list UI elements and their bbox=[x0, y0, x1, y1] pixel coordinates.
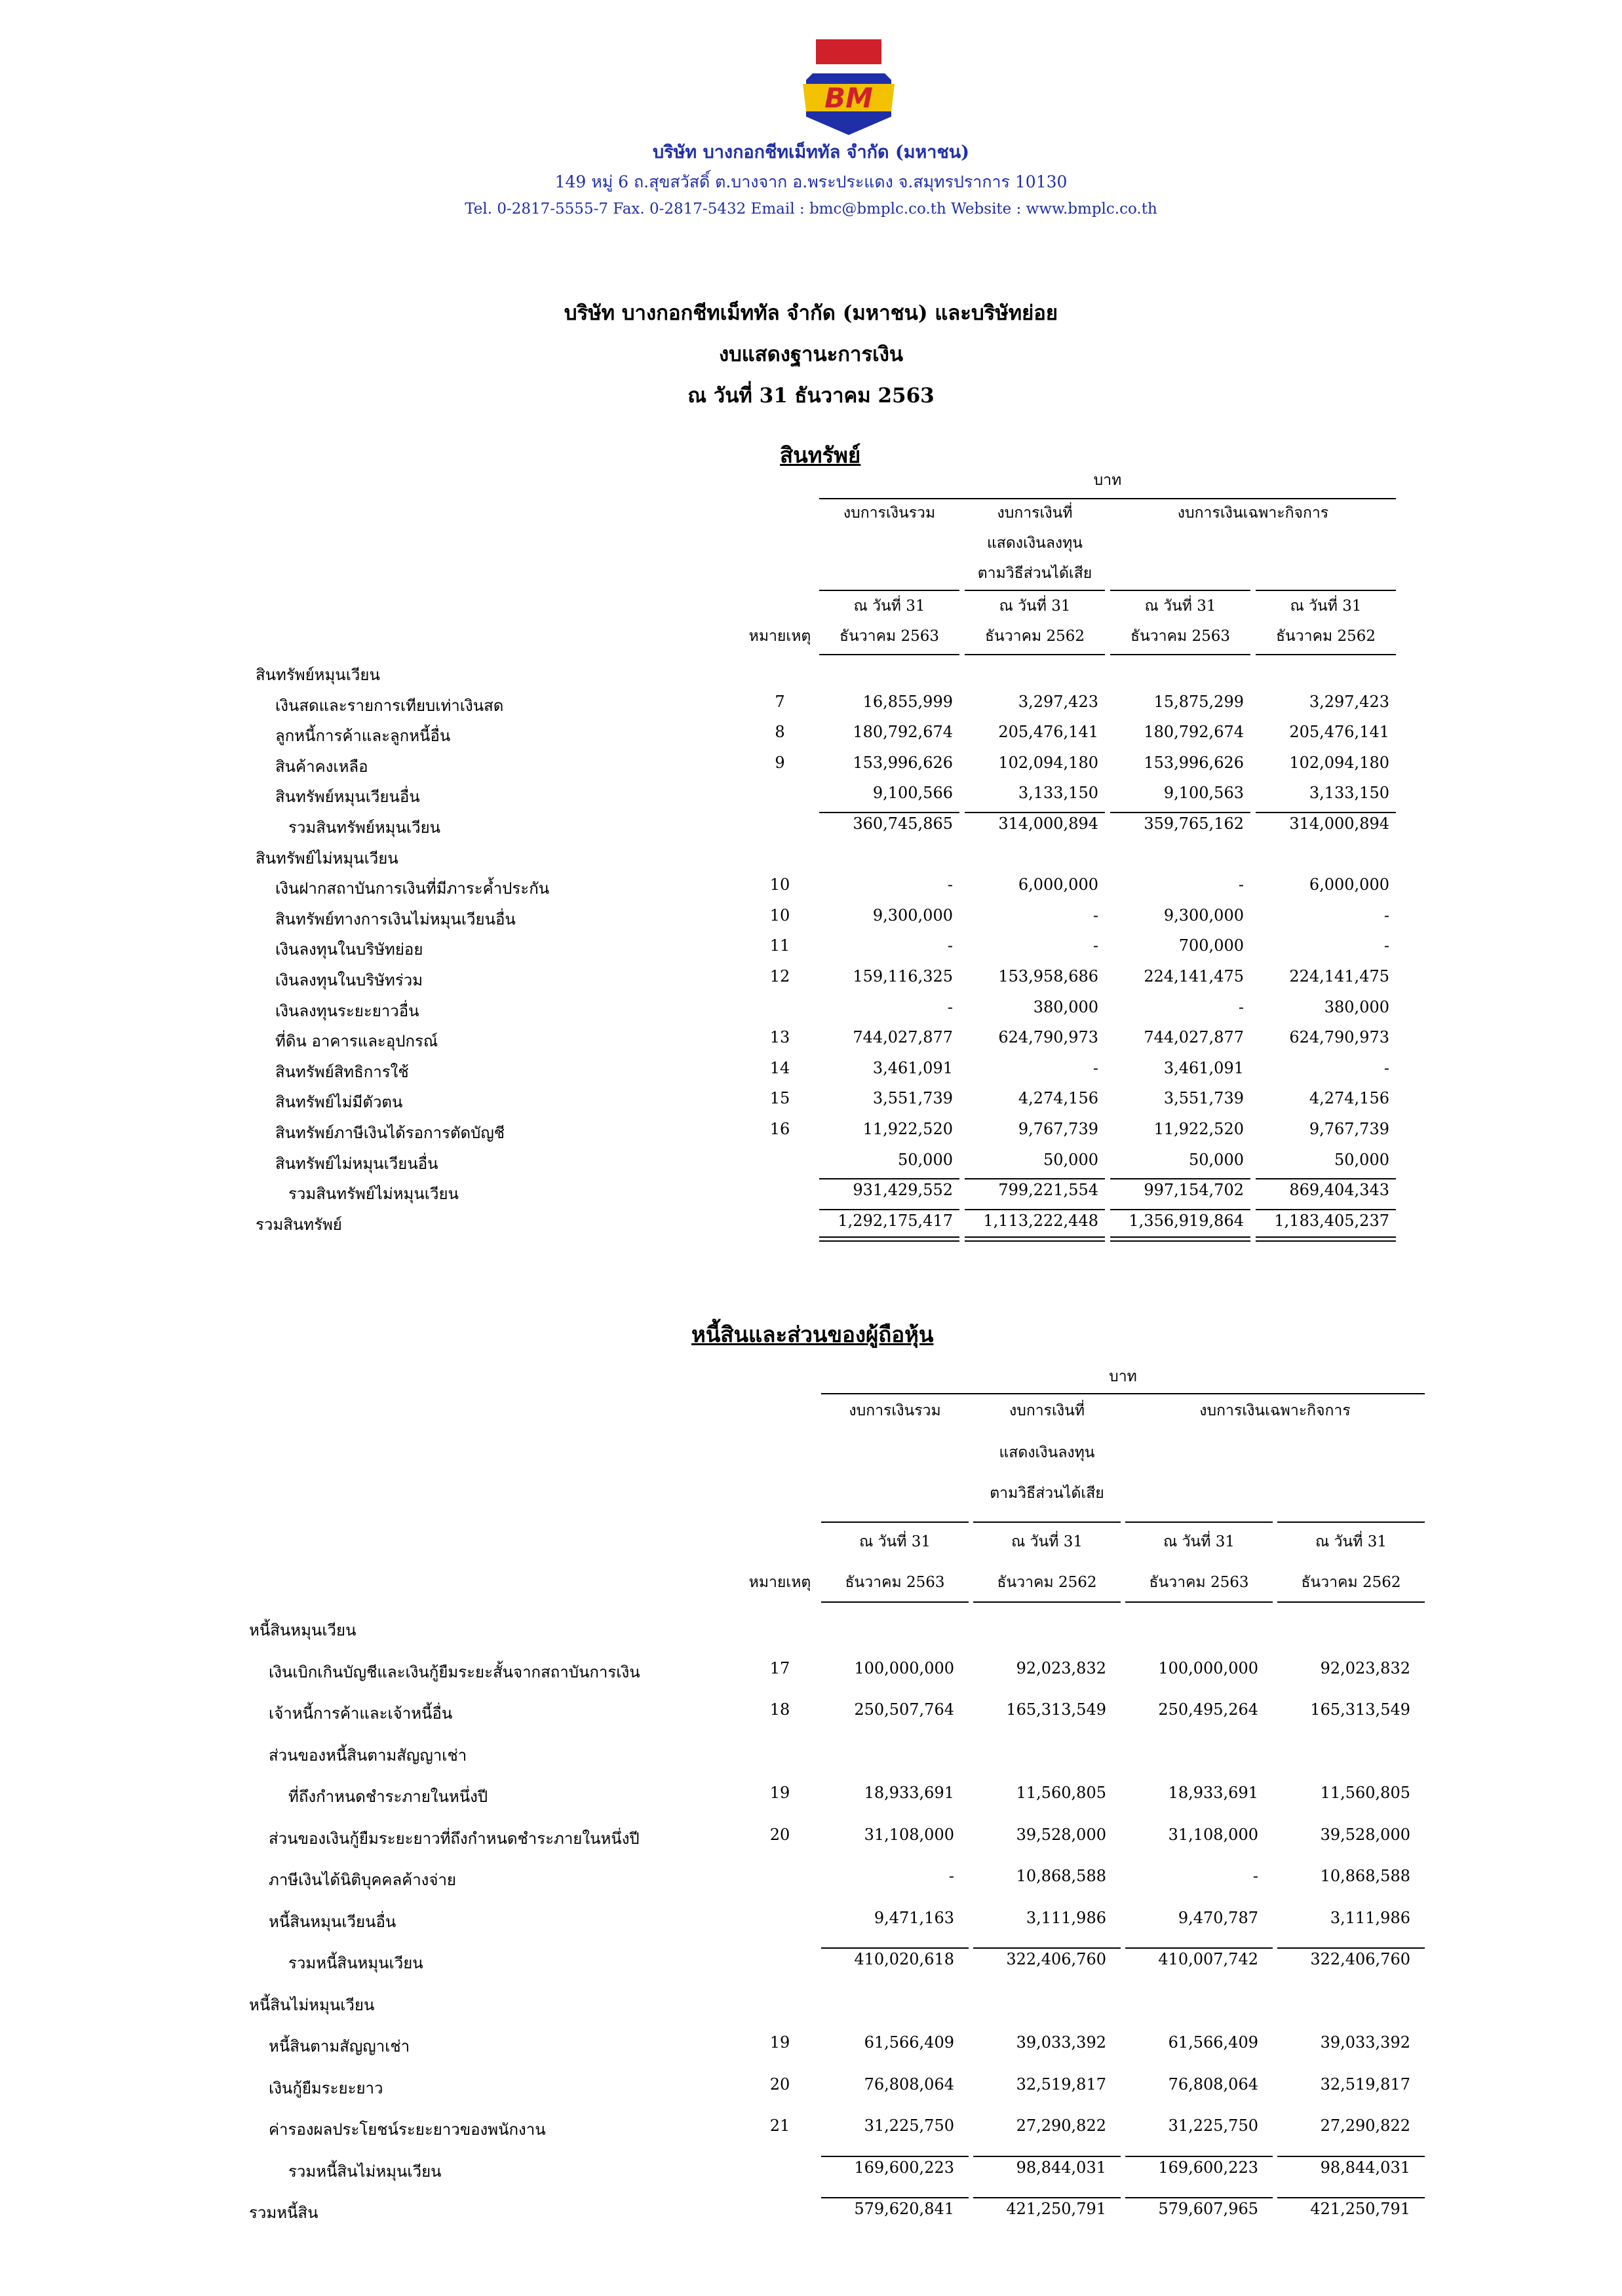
assets-row-note: 7 bbox=[775, 692, 785, 711]
liabilities-row bbox=[249, 2075, 1429, 2097]
liabilities-row bbox=[249, 1867, 1429, 1889]
liabilities-row-value: 92,023,832 bbox=[1320, 1658, 1410, 1677]
assets-row bbox=[249, 1028, 1429, 1050]
liabilities-row-value: 31,108,000 bbox=[1168, 1825, 1258, 1844]
assets-header-rule bbox=[965, 654, 1105, 655]
assets-row-label: เงินสดและรายการเทียบเท่าเงินสด bbox=[275, 696, 504, 715]
assets-row bbox=[249, 936, 1429, 959]
liabilities-row-value: 165,313,549 bbox=[1006, 1700, 1106, 1719]
liabilities-row bbox=[249, 1617, 1429, 1639]
liabilities-row-note: 20 bbox=[769, 1825, 790, 1844]
liabilities-subtotal-rule bbox=[821, 2156, 969, 2157]
assets-currency: บาท bbox=[1093, 472, 1122, 489]
assets-row-label: เงินลงทุนระยะยาวอื่น bbox=[275, 1001, 419, 1020]
liabilities-row bbox=[249, 2200, 1429, 2222]
assets-row-value: 3,133,150 bbox=[1018, 784, 1098, 803]
assets-row-value: 4,274,156 bbox=[1018, 1089, 1098, 1108]
liabilities-row-value: 100,000,000 bbox=[854, 1658, 954, 1677]
statement-date: ณ วันที่ 31 ธันวาคม 2563 bbox=[687, 384, 935, 408]
liabilities-row bbox=[249, 1826, 1429, 1848]
assets-row-note: 15 bbox=[769, 1089, 790, 1108]
assets-date-rule bbox=[965, 590, 1105, 591]
assets-row-value: 224,141,475 bbox=[1144, 967, 1244, 985]
liabilities-row-value: 322,406,760 bbox=[1006, 1950, 1106, 1968]
liabilities-row-note: 19 bbox=[769, 1784, 790, 1802]
assets-row-value: - bbox=[947, 875, 953, 894]
assets-row-value: 153,958,686 bbox=[998, 967, 1098, 985]
liabilities-group-equity-3: ตามวิธีส่วนได้เสีย bbox=[990, 1485, 1104, 1502]
liabilities-row bbox=[249, 1659, 1429, 1681]
assets-row-value: - bbox=[1092, 936, 1098, 955]
assets-total-rule bbox=[1110, 1236, 1250, 1242]
assets-subtotal-rule bbox=[965, 812, 1105, 813]
liabilities-row-note: 21 bbox=[769, 2116, 790, 2135]
liabilities-row-value: 31,108,000 bbox=[864, 1825, 954, 1844]
assets-group-equity-1: งบการเงินที่ bbox=[997, 505, 1073, 522]
assets-subtotal-rule bbox=[965, 1209, 1105, 1210]
assets-row-value: 624,790,973 bbox=[998, 1028, 1098, 1047]
liabilities-row-value: 27,290,822 bbox=[1016, 2116, 1106, 2135]
assets-row-note: 12 bbox=[769, 967, 790, 985]
liabilities-row-value: 11,560,805 bbox=[1016, 1784, 1106, 1802]
assets-date-rule bbox=[1256, 590, 1396, 591]
liabilities-row bbox=[249, 1909, 1429, 1931]
liabilities-row-value: 421,250,791 bbox=[1006, 2200, 1106, 2218]
liabilities-row-value: 27,290,822 bbox=[1320, 2116, 1410, 2135]
liabilities-date-rule bbox=[1277, 1521, 1425, 1523]
assets-row-value: 102,094,180 bbox=[1289, 753, 1389, 772]
assets-subtotal-rule bbox=[1256, 812, 1396, 813]
liabilities-row-note: 19 bbox=[769, 2033, 790, 2052]
liabilities-row-value: 31,225,750 bbox=[1168, 2116, 1258, 2135]
assets-row-value: 3,551,739 bbox=[872, 1089, 953, 1108]
liabilities-row-value: 39,033,392 bbox=[1016, 2033, 1106, 2052]
liabilities-row-label: ค่ารองผลประโยชน์ระยะยาวของพนักงาน bbox=[269, 2120, 546, 2139]
assets-row-label: สินทรัพย์สิทธิการใช้ bbox=[275, 1062, 409, 1081]
assets-row-value: 9,767,739 bbox=[1018, 1120, 1098, 1138]
assets-group-separate: งบการเงินเฉพาะกิจการ bbox=[1177, 505, 1329, 522]
assets-row-value: 153,996,626 bbox=[1144, 753, 1244, 772]
assets-row-label: เงินฝากสถาบันการเงินที่มีภาระค้ำประกัน bbox=[275, 879, 550, 898]
assets-row-value: 50,000 bbox=[898, 1150, 953, 1169]
assets-row-value: 869,404,343 bbox=[1289, 1181, 1389, 1200]
liabilities-col-date-line1: ณ วันที่ 31 bbox=[1163, 1533, 1235, 1550]
company-address: 149 หมู่ 6 ถ.สุขสวัสดิ์ ต.บางจาก อ.พระประแดง จ.สมุทรปราการ 10130 bbox=[554, 172, 1068, 191]
assets-row-value: 11,922,520 bbox=[1153, 1120, 1244, 1138]
assets-row-value: - bbox=[947, 997, 953, 1016]
assets-row-value: 4,274,156 bbox=[1309, 1089, 1389, 1108]
assets-row-value: 1,113,222,448 bbox=[983, 1211, 1098, 1230]
liabilities-header-rule bbox=[1125, 1601, 1273, 1603]
liabilities-group-equity-2: แสดงเงินลงทุน bbox=[999, 1444, 1095, 1461]
assets-col-date-line2: ธันวาคม 2563 bbox=[840, 628, 939, 645]
liabilities-row-value: 9,471,163 bbox=[874, 1908, 954, 1927]
assets-row-value: 205,476,141 bbox=[1289, 723, 1389, 742]
company-contact: Tel. 0-2817-5555-7 Fax. 0-2817-5432 Email : bmc@bmplc.co.th Website : www.bmplc.co.th bbox=[465, 201, 1157, 218]
statement-title-company: บริษัท บางกอกชีทเม็ททัล จำกัด (มหาชน) และบริษัทย่อย bbox=[564, 301, 1058, 325]
liabilities-row-value: 579,607,965 bbox=[1158, 2200, 1258, 2218]
assets-subtotal-rule bbox=[819, 812, 959, 813]
liabilities-row-label: รวมหนี้สินไม่หมุนเวียน bbox=[288, 2162, 442, 2181]
liabilities-row-value: 165,313,549 bbox=[1310, 1700, 1410, 1719]
liabilities-row-note: 18 bbox=[769, 1700, 790, 1719]
assets-row bbox=[249, 845, 1429, 868]
assets-subtotal-rule bbox=[819, 1178, 959, 1179]
assets-col-date-line2: ธันวาคม 2562 bbox=[1276, 628, 1376, 645]
liabilities-row-value: 18,933,691 bbox=[864, 1784, 954, 1802]
assets-row-value: - bbox=[1383, 906, 1389, 925]
liabilities-row-label: หนี้สินไม่หมุนเวียน bbox=[249, 1995, 375, 2014]
assets-row-value: 224,141,475 bbox=[1289, 967, 1389, 985]
liabilities-row bbox=[249, 2116, 1429, 2139]
assets-col-date-line2: ธันวาคม 2563 bbox=[1130, 628, 1230, 645]
assets-col-date-line1: ณ วันที่ 31 bbox=[1144, 598, 1216, 615]
liabilities-row-value: 76,808,064 bbox=[1168, 2075, 1258, 2094]
assets-subtotal-rule bbox=[1110, 1178, 1250, 1179]
assets-row-note: 8 bbox=[775, 723, 785, 742]
assets-row-value: - bbox=[1238, 875, 1244, 894]
assets-row-value: 3,297,423 bbox=[1309, 692, 1389, 711]
assets-row-value: 153,996,626 bbox=[853, 753, 953, 772]
assets-row bbox=[249, 662, 1429, 684]
assets-row-label: รวมสินทรัพย์ไม่หมุนเวียน bbox=[288, 1185, 459, 1204]
company-name: บริษัท บางกอกชีทเม็ททัล จำกัด (มหาชน) bbox=[652, 142, 970, 163]
assets-row bbox=[249, 1089, 1429, 1111]
assets-total-rule bbox=[965, 1236, 1105, 1242]
assets-row-value: 380,000 bbox=[1324, 997, 1389, 1016]
assets-row-note: 10 bbox=[769, 906, 790, 925]
liabilities-subtotal-rule bbox=[821, 2197, 969, 2198]
liabilities-row bbox=[249, 1992, 1429, 2014]
assets-row-label: ที่ดิน อาคารและอุปกรณ์ bbox=[275, 1032, 438, 1051]
assets-row-value: 159,116,325 bbox=[853, 967, 953, 985]
assets-section-title: สินทรัพย์ bbox=[780, 442, 861, 468]
assets-subtotal-rule bbox=[1110, 812, 1250, 813]
assets-row-label: รวมสินทรัพย์หมุนเวียน bbox=[288, 818, 441, 837]
liabilities-row-value: 250,495,264 bbox=[1158, 1700, 1258, 1719]
liabilities-row-value: 579,620,841 bbox=[854, 2200, 954, 2218]
assets-row-value: 6,000,000 bbox=[1309, 875, 1389, 894]
assets-date-rule bbox=[1110, 590, 1250, 591]
liabilities-section-title: หนี้สินและส่วนของผู้ถือหุ้น bbox=[691, 1322, 934, 1347]
assets-subtotal-rule bbox=[1256, 1209, 1396, 1210]
assets-subtotal-rule bbox=[819, 1209, 959, 1210]
assets-row-value: 1,292,175,417 bbox=[838, 1211, 953, 1230]
assets-row-label: สินค้าคงเหลือ bbox=[275, 757, 368, 776]
assets-row-label: เงินลงทุนในบริษัทร่วม bbox=[275, 971, 423, 989]
assets-row-value: 314,000,894 bbox=[998, 814, 1098, 833]
assets-row bbox=[249, 998, 1429, 1020]
assets-row-value: 360,745,865 bbox=[853, 814, 953, 833]
assets-col-date-line1: ณ วันที่ 31 bbox=[999, 598, 1071, 615]
liabilities-row-value: 32,519,817 bbox=[1016, 2075, 1106, 2094]
liabilities-currency-rule bbox=[821, 1393, 1425, 1394]
assets-row-value: 3,461,091 bbox=[872, 1058, 953, 1077]
liabilities-row bbox=[249, 1700, 1429, 1723]
assets-row-label: สินทรัพย์ไม่หมุนเวียนอื่น bbox=[275, 1154, 438, 1173]
assets-row-value: 359,765,162 bbox=[1144, 814, 1244, 833]
assets-row-value: 9,100,566 bbox=[872, 784, 953, 803]
liabilities-row-value: 39,528,000 bbox=[1320, 1825, 1410, 1844]
assets-row-value: 9,767,739 bbox=[1309, 1120, 1389, 1138]
assets-row-value: 744,027,877 bbox=[853, 1028, 953, 1047]
liabilities-row-label: รวมหนี้สิน bbox=[249, 2204, 319, 2222]
assets-row-note: 9 bbox=[775, 753, 785, 772]
liabilities-row-note: 17 bbox=[769, 1658, 790, 1677]
liabilities-col-date-line2: ธันวาคม 2562 bbox=[997, 1574, 1097, 1591]
liabilities-subtotal-rule bbox=[973, 1947, 1121, 1949]
liabilities-row-label: ภาษีเงินได้นิติบุคคลค้างจ่าย bbox=[269, 1871, 456, 1889]
assets-row bbox=[249, 1151, 1429, 1173]
liabilities-row-value: - bbox=[1252, 1867, 1258, 1885]
assets-row-note: 11 bbox=[769, 936, 790, 955]
liabilities-subtotal-rule bbox=[973, 2197, 1121, 2198]
assets-row-value: 3,551,739 bbox=[1163, 1089, 1244, 1108]
assets-row-value: 3,133,150 bbox=[1309, 784, 1389, 803]
assets-group-equity-3: ตามวิธีส่วนได้เสีย bbox=[977, 565, 1092, 582]
assets-row-note: 16 bbox=[769, 1120, 790, 1138]
liabilities-row-label: เงินกู้ยืมระยะยาว bbox=[269, 2078, 383, 2097]
liabilities-row-value: 250,507,764 bbox=[854, 1700, 954, 1719]
liabilities-row-value: 421,250,791 bbox=[1310, 2200, 1410, 2218]
liabilities-row-value: 3,111,986 bbox=[1026, 1908, 1106, 1927]
assets-row-value: 997,154,702 bbox=[1144, 1181, 1244, 1200]
assets-group-consolidated: งบการเงินรวม bbox=[843, 505, 936, 522]
liabilities-row-label: ส่วนของหนี้สินตามสัญญาเช่า bbox=[269, 1746, 467, 1765]
company-logo bbox=[786, 38, 908, 136]
assets-row-value: 799,221,554 bbox=[998, 1181, 1098, 1200]
logo-text: BM bbox=[824, 82, 873, 114]
liabilities-row-value: 100,000,000 bbox=[1158, 1658, 1258, 1677]
assets-row-value: 6,000,000 bbox=[1018, 875, 1098, 894]
liabilities-row-value: 61,566,409 bbox=[1168, 2033, 1258, 2052]
assets-currency-rule bbox=[819, 498, 1396, 499]
liabilities-row-value: 98,844,031 bbox=[1320, 2158, 1410, 2177]
liabilities-header-rule bbox=[821, 1601, 969, 1603]
assets-row bbox=[249, 723, 1429, 745]
liabilities-row-note: 20 bbox=[769, 2075, 790, 2094]
liabilities-row-label: หนี้สินหมุนเวียนอื่น bbox=[269, 1912, 396, 1931]
liabilities-date-rule bbox=[973, 1521, 1121, 1523]
assets-col-date-line2: ธันวาคม 2562 bbox=[985, 628, 1085, 645]
liabilities-col-date-line2: ธันวาคม 2563 bbox=[1149, 1574, 1249, 1591]
liabilities-row-value: 61,566,409 bbox=[864, 2033, 954, 2052]
liabilities-row-value: 169,600,223 bbox=[1158, 2158, 1258, 2177]
assets-row-value: - bbox=[1092, 906, 1098, 925]
liabilities-row-label: เงินเบิกเกินบัญชีและเงินกู้ยืมระยะสั้นจากสถาบันการเงิน bbox=[269, 1662, 640, 1681]
assets-row-value: 15,875,299 bbox=[1153, 692, 1244, 711]
assets-row-value: 205,476,141 bbox=[998, 723, 1098, 742]
assets-header-rule bbox=[1256, 654, 1396, 655]
assets-row-note: 13 bbox=[769, 1028, 790, 1047]
liabilities-header-rule bbox=[1277, 1601, 1425, 1603]
assets-row-value: 9,100,563 bbox=[1163, 784, 1244, 803]
liabilities-row-value: 98,844,031 bbox=[1016, 2158, 1106, 2177]
assets-row-note: 14 bbox=[769, 1058, 790, 1077]
assets-row-value: - bbox=[1238, 997, 1244, 1016]
assets-note-header: หมายเหตุ bbox=[748, 628, 811, 645]
assets-col-date-line1: ณ วันที่ 31 bbox=[1290, 598, 1362, 615]
assets-row-value: 102,094,180 bbox=[998, 753, 1098, 772]
liabilities-subtotal-rule bbox=[1277, 2197, 1425, 2198]
assets-row bbox=[249, 784, 1429, 806]
liabilities-subtotal-rule bbox=[1125, 1947, 1273, 1949]
liabilities-row-value: 410,020,618 bbox=[854, 1950, 954, 1968]
assets-row bbox=[249, 1181, 1429, 1203]
assets-row-value: 50,000 bbox=[1334, 1150, 1389, 1169]
assets-row-value: 3,297,423 bbox=[1018, 692, 1098, 711]
assets-row-label: สินทรัพย์ไม่หมุนเวียน bbox=[256, 849, 398, 868]
liabilities-row-label: รวมหนี้สินหมุนเวียน bbox=[288, 1954, 423, 1972]
liabilities-row-label: ที่ถึงกำหนดชำระภายในหนึ่งปี bbox=[288, 1788, 488, 1806]
liabilities-row bbox=[249, 2033, 1429, 2056]
assets-total-rule bbox=[819, 1236, 959, 1242]
assets-row-value: 9,300,000 bbox=[872, 906, 953, 925]
assets-row-value: 50,000 bbox=[1043, 1150, 1098, 1169]
liabilities-row bbox=[249, 1950, 1429, 1972]
liabilities-note-header: หมายเหตุ bbox=[748, 1574, 811, 1591]
assets-row bbox=[249, 967, 1429, 989]
liabilities-subtotal-rule bbox=[1125, 2197, 1273, 2198]
liabilities-group-separate: งบการเงินเฉพาะกิจการ bbox=[1199, 1402, 1351, 1419]
assets-row-value: - bbox=[947, 936, 953, 955]
assets-row bbox=[249, 1120, 1429, 1142]
liabilities-row-value: 39,033,392 bbox=[1320, 2033, 1410, 2052]
liabilities-row-value: 10,868,588 bbox=[1016, 1867, 1106, 1885]
assets-header-rule bbox=[819, 654, 959, 655]
assets-row-label: รวมสินทรัพย์ bbox=[256, 1215, 342, 1234]
assets-row-value: - bbox=[1383, 1058, 1389, 1077]
liabilities-row-value: 322,406,760 bbox=[1310, 1950, 1410, 1968]
assets-row-value: 1,183,405,237 bbox=[1274, 1211, 1389, 1230]
liabilities-subtotal-rule bbox=[821, 1947, 969, 1949]
liabilities-subtotal-rule bbox=[1277, 2156, 1425, 2157]
assets-row-label: สินทรัพย์หมุนเวียนอื่น bbox=[275, 788, 420, 807]
liabilities-header-rule bbox=[973, 1601, 1121, 1603]
liabilities-row-value: 410,007,742 bbox=[1158, 1950, 1258, 1968]
liabilities-date-rule bbox=[1125, 1521, 1273, 1523]
assets-row-value: 931,429,552 bbox=[853, 1181, 953, 1200]
assets-row-value: 3,461,091 bbox=[1163, 1058, 1244, 1077]
liabilities-row-label: ส่วนของเงินกู้ยืมระยะยาวที่ถึงกำหนดชำระภายในหนึ่งปี bbox=[269, 1829, 640, 1848]
liabilities-row-value: 3,111,986 bbox=[1330, 1908, 1410, 1927]
liabilities-row-value: 32,519,817 bbox=[1320, 2075, 1410, 2094]
assets-row-value: 11,922,520 bbox=[862, 1120, 953, 1138]
assets-row-value: 50,000 bbox=[1189, 1150, 1244, 1169]
liabilities-row-label: หนี้สินหมุนเวียน bbox=[249, 1621, 357, 1639]
assets-row bbox=[249, 875, 1429, 898]
liabilities-col-date-line2: ธันวาคม 2562 bbox=[1301, 1574, 1401, 1591]
assets-row bbox=[249, 693, 1429, 715]
liabilities-row bbox=[249, 2158, 1429, 2181]
liabilities-row-value: 9,470,787 bbox=[1178, 1908, 1258, 1927]
liabilities-col-date-line2: ธันวาคม 2563 bbox=[845, 1574, 945, 1591]
assets-row-label: สินทรัพย์ไม่มีตัวตน bbox=[275, 1093, 403, 1112]
assets-row-label: เงินลงทุนในบริษัทย่อย bbox=[275, 940, 423, 959]
assets-row-value: 314,000,894 bbox=[1289, 814, 1389, 833]
assets-row-label: สินทรัพย์หมุนเวียน bbox=[256, 666, 380, 684]
assets-date-rule bbox=[819, 590, 959, 591]
liabilities-group-equity-1: งบการเงินที่ bbox=[1009, 1402, 1085, 1419]
assets-row-label: สินทรัพย์ภาษีเงินได้รอการตัดบัญชี bbox=[275, 1124, 505, 1142]
liabilities-row-value: 92,023,832 bbox=[1016, 1658, 1106, 1677]
assets-row-value: 180,792,674 bbox=[853, 723, 953, 742]
assets-col-date-line1: ณ วันที่ 31 bbox=[853, 598, 925, 615]
liabilities-row-value: 39,528,000 bbox=[1016, 1825, 1106, 1844]
liabilities-row-value: 31,225,750 bbox=[864, 2116, 954, 2135]
assets-row-value: - bbox=[1383, 936, 1389, 955]
assets-row-value: 700,000 bbox=[1178, 936, 1244, 955]
liabilities-date-rule bbox=[821, 1521, 969, 1523]
assets-subtotal-rule bbox=[965, 1178, 1105, 1179]
liabilities-subtotal-rule bbox=[1125, 2156, 1273, 2157]
assets-row bbox=[249, 754, 1429, 776]
assets-row-label: ลูกหนี้การค้าและลูกหนี้อื่น bbox=[275, 727, 451, 746]
liabilities-currency: บาท bbox=[1109, 1368, 1137, 1385]
liabilities-row-value: 18,933,691 bbox=[1168, 1784, 1258, 1802]
assets-row-value: 744,027,877 bbox=[1144, 1028, 1244, 1047]
assets-total-rule bbox=[1256, 1236, 1396, 1242]
liabilities-row-label: เจ้าหนี้การค้าและเจ้าหนี้อื่น bbox=[269, 1704, 453, 1723]
assets-row-value: 624,790,973 bbox=[1289, 1028, 1389, 1047]
liabilities-subtotal-rule bbox=[1277, 1947, 1425, 1949]
liabilities-group-consolidated: งบการเงินรวม bbox=[849, 1402, 941, 1419]
liabilities-row-value: 169,600,223 bbox=[854, 2158, 954, 2177]
liabilities-col-date-line1: ณ วันที่ 31 bbox=[1011, 1533, 1083, 1550]
liabilities-row-value: 11,560,805 bbox=[1320, 1784, 1410, 1802]
assets-subtotal-rule bbox=[1256, 1178, 1396, 1179]
liabilities-subtotal-rule bbox=[973, 2156, 1121, 2157]
assets-subtotal-rule bbox=[1110, 1209, 1250, 1210]
assets-row-value: 16,855,999 bbox=[862, 692, 953, 711]
assets-row-value: - bbox=[1092, 1058, 1098, 1077]
assets-row bbox=[249, 1059, 1429, 1081]
statement-title: งบแสดงฐานะการเงิน bbox=[718, 343, 904, 366]
liabilities-row bbox=[249, 1784, 1429, 1806]
liabilities-row-value: 76,808,064 bbox=[864, 2075, 954, 2094]
assets-row bbox=[249, 906, 1429, 928]
liabilities-row-label: หนี้สินตามสัญญาเช่า bbox=[269, 2037, 410, 2056]
assets-row-value: 9,300,000 bbox=[1163, 906, 1244, 925]
liabilities-row-value: 10,868,588 bbox=[1320, 1867, 1410, 1885]
liabilities-col-date-line1: ณ วันที่ 31 bbox=[859, 1533, 931, 1550]
assets-row-value: 1,356,919,864 bbox=[1129, 1211, 1244, 1230]
assets-header-rule bbox=[1110, 654, 1250, 655]
liabilities-row bbox=[249, 1742, 1429, 1765]
assets-row-value: 180,792,674 bbox=[1144, 723, 1244, 742]
assets-row bbox=[249, 1212, 1429, 1234]
assets-row-value: 380,000 bbox=[1033, 997, 1098, 1016]
assets-row-label: สินทรัพย์ทางการเงินไม่หมุนเวียนอื่น bbox=[275, 909, 516, 928]
assets-row bbox=[249, 814, 1429, 837]
liabilities-col-date-line1: ณ วันที่ 31 bbox=[1315, 1533, 1387, 1550]
assets-row-note: 10 bbox=[769, 875, 790, 894]
assets-group-equity-2: แสดงเงินลงทุน bbox=[986, 535, 1083, 552]
liabilities-row-value: - bbox=[948, 1867, 954, 1885]
